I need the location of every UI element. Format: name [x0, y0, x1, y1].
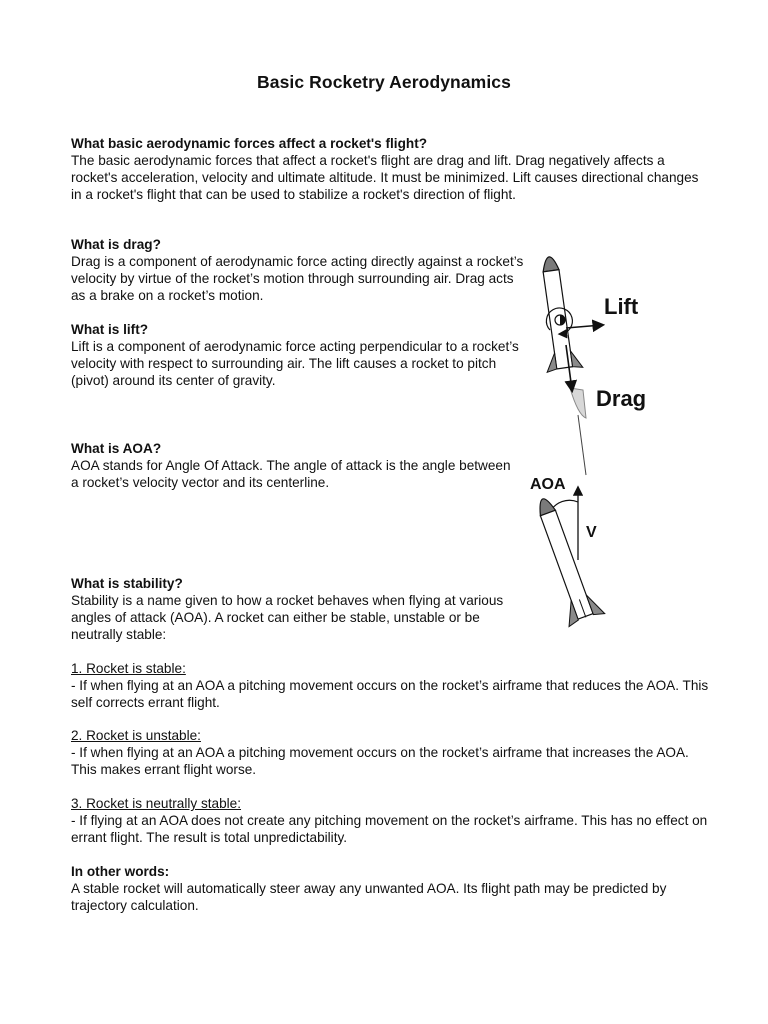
- question-summary: In other words:: [71, 864, 170, 879]
- question-aoa: What is AOA?: [71, 441, 162, 456]
- exhaust-plume: [570, 388, 586, 418]
- question-forces: What basic aerodynamic forces affect a rocket's flight?: [71, 136, 428, 151]
- aoa-label: AOA: [530, 476, 566, 493]
- page-title: Basic Rocketry Aerodynamics: [257, 72, 511, 92]
- section-aoa: [71, 440, 521, 491]
- text-unstable: - If when flying at an AOA a pitching movement occurs on the rocket’s airframe that increases the AOA. This makes errant flight worse.: [71, 745, 689, 777]
- heading-neutral: 3. Rocket is neutrally stable:: [71, 796, 242, 811]
- rocket-top: [531, 254, 583, 372]
- section-forces: [71, 135, 711, 203]
- section-lift: [71, 321, 531, 389]
- velocity-label: V: [586, 524, 597, 541]
- section-stability: [71, 575, 511, 643]
- question-stability: What is stability?: [71, 576, 183, 591]
- section-neutral: [71, 795, 711, 846]
- rocket-aoa-diagram: [525, 476, 605, 627]
- rocket-lift-drag-diagram: [531, 254, 646, 475]
- section-unstable: [71, 727, 711, 778]
- answer-aoa: AOA stands for Angle Of Attack. The angle of attack is the angle between a rocket’s velocity vector and its centerline.: [71, 458, 511, 490]
- answer-stability: Stability is a name given to how a rocket behaves when flying at various angles of attack (AOA). A rocket can either be stable, unstable or be neutrally stable:: [71, 593, 504, 642]
- question-drag: What is drag?: [71, 237, 161, 252]
- rocket-fin-right: [570, 349, 582, 368]
- drag-label: Drag: [596, 386, 647, 411]
- heading-stable: 1. Rocket is stable:: [71, 661, 186, 676]
- section-drag: [71, 236, 531, 304]
- rocket-figure: [520, 240, 680, 660]
- answer-forces: The basic aerodynamic forces that affect a rocket's flight are drag and lift. Drag negatively affects a rocket's acceleration, velocity and ultimate altitude. It must be minimized. Lift causes directional changes in a rocket's flight that can be used to stabilize a rocket's direction of flight.: [71, 153, 699, 202]
- heading-unstable: 2. Rocket is unstable:: [71, 728, 201, 743]
- text-stable: - If when flying at an AOA a pitching movement occurs on the rocket’s airframe that reduces the AOA. This self corrects errant flight.: [71, 678, 709, 710]
- section-stable: [71, 660, 711, 711]
- section-summary: [71, 863, 711, 914]
- rocket-fin-left: [545, 353, 557, 372]
- answer-drag: Drag is a component of aerodynamic force acting directly against a rocket’s velocity by virtue of the rocket’s motion through surrounding air. Drag acts as a brake on a rocket’s motion.: [71, 254, 524, 303]
- lift-label: Lift: [604, 294, 639, 319]
- rocket-bottom: [525, 492, 605, 626]
- answer-summary: A stable rocket will automatically steer away any unwanted AOA. Its flight path may be predicted by trajectory calculation.: [71, 881, 667, 913]
- velocity-line: [578, 415, 586, 475]
- answer-lift: Lift is a component of aerodynamic force acting perpendicular to a rocket’s velocity with respect to surrounding air. The lift causes a rocket to pitch (pivot) around its center of gravity.: [71, 339, 519, 388]
- text-neutral: - If flying at an AOA does not create any pitching movement on the rocket’s airframe. This has no effect on errant flight. The result is total unpredictability.: [71, 813, 708, 845]
- question-lift: What is lift?: [71, 322, 149, 337]
